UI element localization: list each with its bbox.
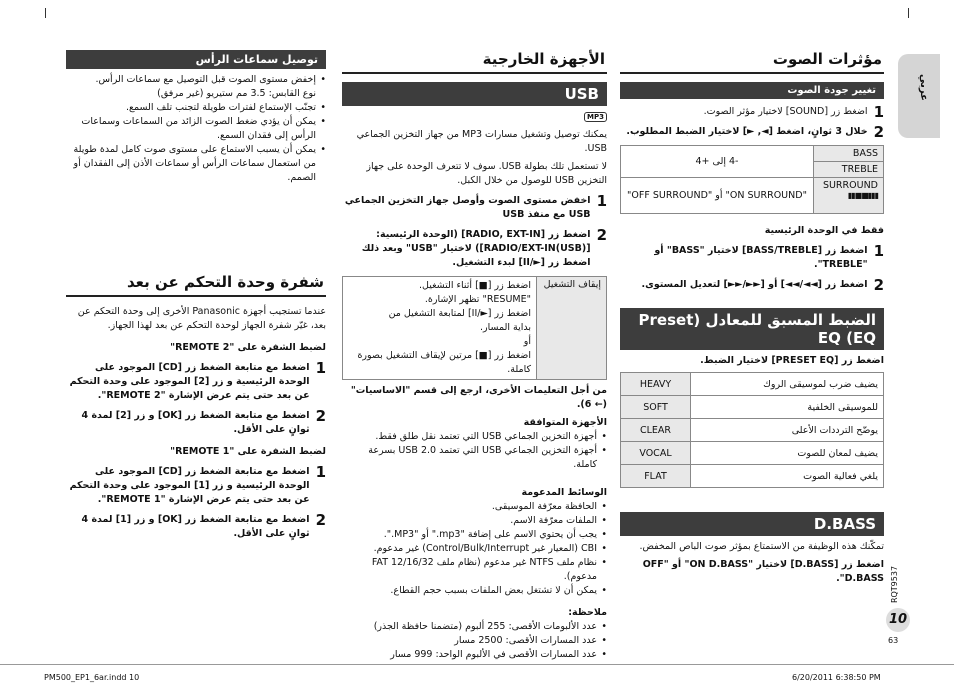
- preset-eq-header: الضبط المسبق للمعادل (Preset EQ) EQ: [620, 308, 884, 350]
- footer-file: PM500_EP1_6ar.indd 10: [44, 673, 140, 682]
- dbass-text: تمكّنك هذه الوظيفة من الاستمتاع بمؤثر صوت الباص المخفض.: [639, 541, 884, 552]
- preset-eq-intro: اضغط زر [PRESET EQ] لاختيار الضبط.: [700, 355, 884, 366]
- usb-step-2: 2 اضغط زر [RADIO, EXT-IN] (الوحدة الرئيسية: [RADIO/EXT-IN(USB)]) لاختيار "USB" وبعد ذلك اضغط زر [►/II] لبدء التشغيل.: [361, 226, 607, 268]
- dbass-header: D.BASS: [620, 512, 884, 536]
- compat-header: الأجهزة المتوافقة: [523, 417, 607, 428]
- headphones-header: توصيل سماعات الرأس: [66, 50, 326, 69]
- list-item: • إخفض مستوى الصوت قبل التوصيل مع سماعات الرأس.: [66, 73, 326, 87]
- code2-header: لضبط الشفرة على "REMOTE 2": [170, 342, 326, 353]
- code1-step-2: 2 اضغط مع متابعة الضغط زر [OK] و زر [1] لمدة 4 ثوانٍ على الأقل.: [81, 511, 326, 539]
- sound-effects-title: مؤثرات الصوت: [620, 50, 884, 74]
- left-column: [66, 50, 326, 547]
- tone-header: تغيير جودة الصوت: [620, 82, 884, 99]
- crop-mark: [36, 8, 46, 18]
- list-item: • يمكن أن يسبب الاستماع على مستوى صوت كامل لمدة طويلة من استعمال سماعات الرأس أو سماعات الأذن إلى الفقدان أو الصمم.: [66, 143, 326, 185]
- external-devices-column: [342, 50, 607, 662]
- surround-icon: ▮▮▮■■▮▮: [847, 191, 878, 200]
- list-item: • يجب أن يحتوي الاسم على إضافة "mp3." أو "MP3.".: [342, 528, 607, 542]
- language-tab: عربي: [898, 54, 940, 138]
- table-row: TREBLE: [621, 162, 884, 178]
- table-row: يلغي فعالية الصوت FLAT: [621, 465, 884, 488]
- tone-step-2: 2 خلال 3 ثوانٍ، اضغط [◄, ►] لاختيار الضبط المطلوب.: [626, 123, 884, 141]
- footer-date: 6/20/2011 6:38:50 PM: [792, 673, 881, 682]
- preset-eq-table: [620, 372, 884, 488]
- usb-step-1: 1 اخفض مستوى الصوت وأوصل جهاز التخزين الجماعي USB مع منفذ USB: [344, 192, 607, 220]
- table-row: يضيف لمعان للصوت VOCAL: [621, 442, 884, 465]
- list-item: • عدد المسارات الأقصى: 2500 مسار: [342, 634, 607, 648]
- table-row: يوضّح الترددات الأعلى CLEAR: [621, 419, 884, 442]
- main-step-1: 1 اضغط زر [BASS/TREBLE] لاختيار "BASS" أو "TREBLE".: [654, 242, 884, 270]
- table-row: للموسيقى الخلفية SOFT: [621, 396, 884, 419]
- crop-mark: [908, 8, 918, 18]
- usb-p1: يمكنك توصيل وتشغيل مسارات MP3 من جهاز التخزين الجماعي USB.: [356, 129, 607, 154]
- list-item: • أجهزة التخزين الجماعي USB التي تعتمد USB 2.0 بسرعة كاملة.: [342, 444, 607, 472]
- table-row: SURROUND ▮▮▮■■▮▮ "ON SURROUND" أو "OFF SURROUND": [621, 178, 884, 214]
- page-number: 10: [886, 608, 910, 632]
- table-row: إيقاف التشغيل اضغط زر [■] أثناء التشغيل. "RESUME" تظهر الإشارة. اضغط زر [►/II] لمتابعة التشغيل من بداية المسار. أو اضغط زر [■] مرتين لإيقاف التشغيل بصورة كاملة.: [343, 277, 607, 380]
- mp3-badge: MP3: [584, 112, 607, 122]
- list-item: • الملفات معرّفة الاسم.: [342, 514, 607, 528]
- code2-step-2: 2 اضغط مع متابعة الضغط زر [OK] و زر [2] لمدة 4 ثوانٍ على الأقل.: [81, 407, 326, 435]
- main-unit-header: فقط في الوحدة الرئيسية: [764, 225, 884, 236]
- dbass-step: اضغط زر [D.BASS] لاختيار "ON D.BASS" أو "OFF D.BASS".: [642, 559, 884, 584]
- tone-step-1: 1 اضغط زر [SOUND] لاختيار مؤثر الصوت.: [703, 103, 884, 121]
- list-item: • عدد المسارات الأقصى في الألبوم الواحد: 999 مسار: [342, 648, 607, 662]
- tone-table: [620, 145, 884, 214]
- usb-header: USB: [342, 82, 607, 106]
- formats-header: الوسائط المدعومة: [521, 487, 607, 498]
- print-footer: [0, 664, 954, 691]
- list-item: • الحافظة معرّفة الموسيقى.: [342, 500, 607, 514]
- table-row: يضيف ضرب لموسيقى الروك HEAVY: [621, 373, 884, 396]
- list-item: • عدد الألبومات الأقصى: 255 ألبوم (متضمنا حافظة الجذر): [342, 620, 607, 634]
- code2-step-1: 1 اضغط مع متابعة الضغط زر [CD] الموجود على الوحدة الرئيسية و زر [2] الموجود على وحدة التحكم عن بعد حتى يتم عرض الإشارة "REMOTE 2".: [69, 359, 326, 401]
- sound-effects-column: [620, 50, 884, 586]
- notes-header: ملاحظة:: [568, 607, 607, 618]
- list-item: • يمكن أن لا تشتغل بعض الملفات بسبب حجم القطاع.: [342, 584, 607, 598]
- model-code: RQT9537: [890, 565, 900, 604]
- usb-note: من أجل التعليمات الأخرى، ارجع إلى قسم "الاساسيات" (← 6).: [350, 385, 607, 410]
- remote-code-title: شفرة وحدة التحكم عن بعد: [66, 273, 326, 297]
- table-row: BASS -4 إلى +4: [621, 146, 884, 162]
- list-item: • تجنّب الإستماع لفترات طويلة لتجنب تلف السمع.: [66, 101, 326, 115]
- page-number-small: 63: [888, 636, 899, 645]
- code1-header: لضبط الشفرة على "REMOTE 1": [170, 446, 326, 457]
- code1-step-1: 1 اضغط مع متابعة الضغط زر [CD] الموجود على الوحدة الرئيسية و زر [1] الموجود على وحدة التحكم عن بعد حتى يتم عرض الإشارة "REMOTE 1".: [69, 463, 326, 505]
- main-step-2: 2 اضغط زر [◄◄/◄◄] أو [►►/►►] لتعديل المستوى.: [641, 276, 884, 294]
- remote-intro: عندما تستجيب أجهزة Panasonic الأخرى إلى وحدة التحكم عن بعد، غيّر شفرة الجهاز لوحدة التحكم عن بعد لهذا الجهاز.: [77, 306, 326, 331]
- list-item: • CBI (المعيار غير Control/Bulk/Interrupt) غير مدعوم.: [342, 542, 607, 556]
- list-item: • يمكن أن يؤدي ضغط الصوت الزائد من السماعات وسماعات الرأس إلى فقدان السمع.: [66, 115, 326, 143]
- list-item: • أجهزة التخزين الجماعي USB التي تعتمد نقل طلق فقط.: [342, 430, 607, 444]
- plug-type: نوع القابس: 3.5 مم ستيريو (غير مرفق): [157, 88, 316, 99]
- usb-p2: لا تستعمل تلك بطولة USB. سوف لا تتعرف الوحدة على جهاز التخزين USB للوصول من خلال الكبل.: [366, 161, 607, 186]
- external-devices-title: الأجهزة الخارجية: [342, 50, 607, 74]
- list-item: • نظام ملف NTFS غير مدعوم (نظام ملف 12/16/32 FAT مدعوم).: [342, 556, 607, 584]
- stop-table: [342, 276, 607, 380]
